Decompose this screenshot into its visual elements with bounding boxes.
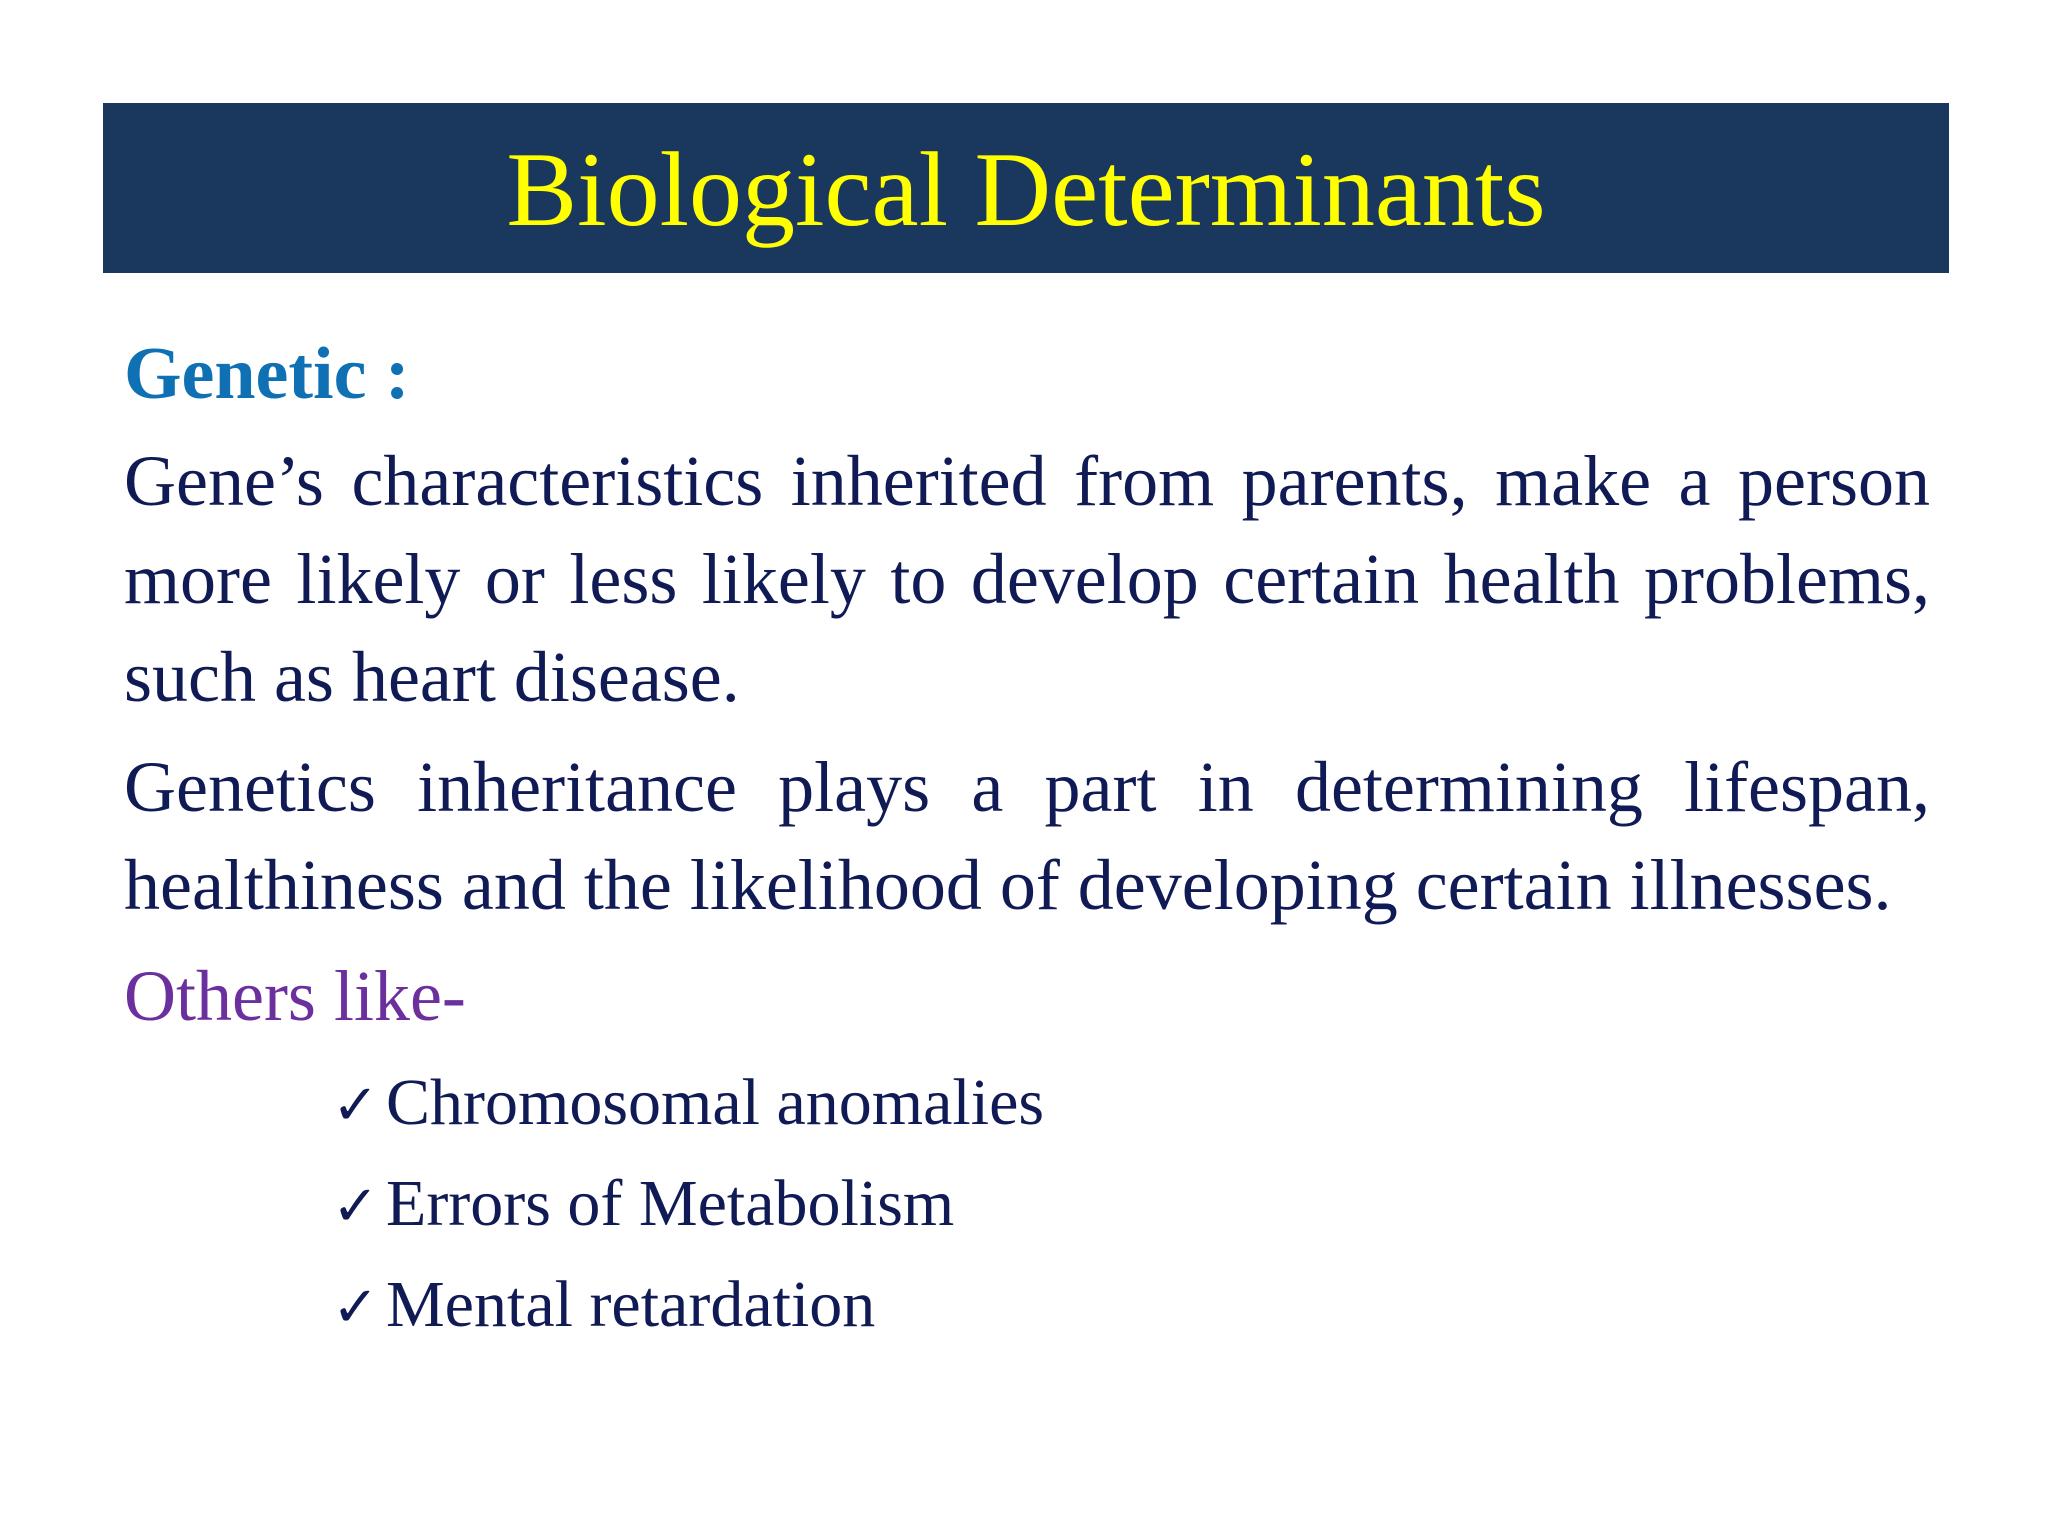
- list-item: [332, 1256, 1930, 1357]
- list-item: [332, 1155, 1930, 1256]
- slide-content: [124, 320, 1930, 1357]
- list-item-label: Errors of Metabolism: [386, 1167, 955, 1240]
- others-label: Others like-: [124, 956, 466, 1036]
- title-bar: [103, 103, 1949, 273]
- list-item-label: Mental retardation: [386, 1268, 876, 1341]
- list-item-label: Chromosomal anomalies: [386, 1066, 1045, 1139]
- checkmark-icon: ✓: [332, 1073, 379, 1138]
- checkmark-icon: ✓: [332, 1174, 379, 1239]
- determinants-list: [332, 1054, 1930, 1357]
- section-heading: Genetic :: [124, 333, 410, 415]
- list-item: [332, 1054, 1930, 1155]
- paragraph-genes: Gene’s characteristics inherited from parents, make a person more likely or less likely to develop certain health problems, such as heart disease.: [124, 441, 1930, 717]
- paragraph-inheritance: Genetics inheritance plays a part in determining lifespan, healthiness and the likelihood of developing certain illnesses.: [124, 747, 1930, 925]
- slide-title: Biological Determinants: [506, 131, 1546, 248]
- checkmark-icon: ✓: [332, 1275, 379, 1340]
